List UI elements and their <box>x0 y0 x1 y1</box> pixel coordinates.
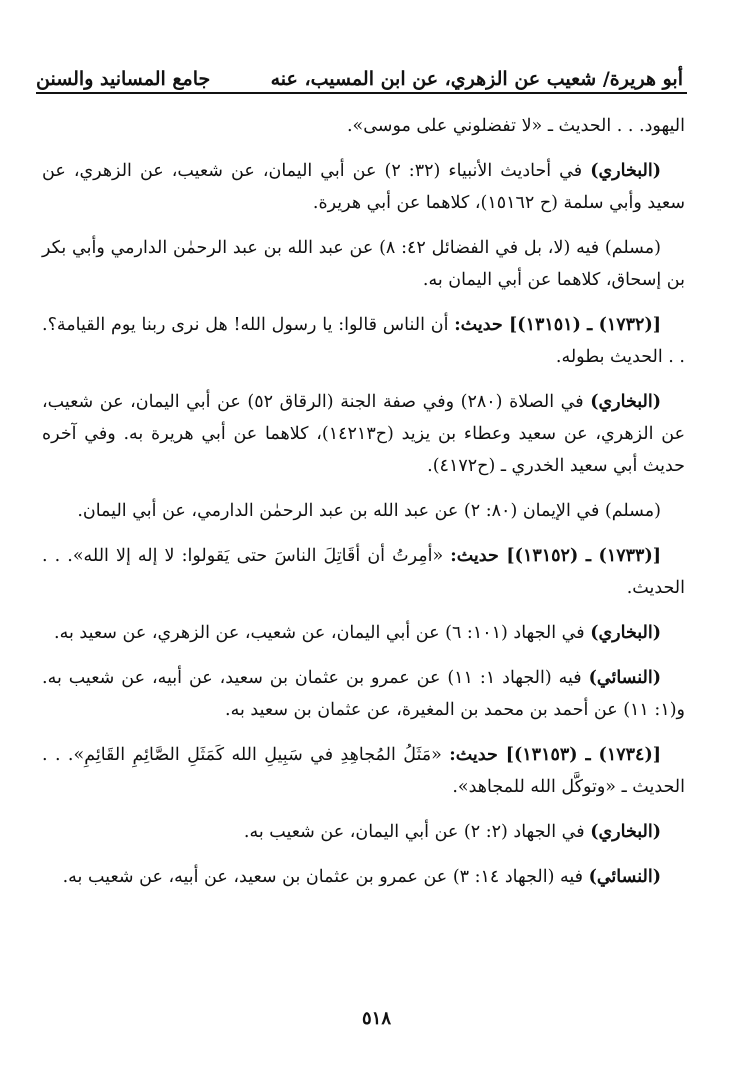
paragraph-text: في الجهاد (٢: ٢) عن أبي اليمان، عن شعيب به. <box>243 822 591 842</box>
header-right-title: أبو هريرة/ شعيب عن الزهري، عن ابن المسيب، عنه <box>270 68 683 90</box>
hadith-1733 <box>42 540 685 604</box>
hadith-number: [(١٧٣٢) ـ (١٣١٥١)] حديث: <box>454 315 662 335</box>
paragraph-text: في الجهاد (١٠١: ٦) عن أبي اليمان، عن شعيب، عن الزهري، عن سعيد به. <box>54 623 591 643</box>
header-left-title: جامع المسانيد والسنن <box>36 68 211 90</box>
paragraph-text: (مسلم) في الإيمان (٨٠: ٢) عن عبد الله بن عبد الرحمٰن الدارمي، عن أبي اليمان. <box>77 501 661 521</box>
source-label: (البخاري) <box>590 161 661 181</box>
source-label: (البخاري) <box>590 392 661 412</box>
paragraph-3 <box>42 232 685 296</box>
hadith-1732 <box>42 309 685 373</box>
source-label: (النسائي) <box>588 668 662 688</box>
page-number: ٥١٨ <box>361 1008 391 1029</box>
hadith-1734 <box>42 739 685 803</box>
page-header <box>36 54 683 90</box>
paragraph-12 <box>42 861 685 893</box>
paragraph-text: فيه (الجهاد ١٤: ٣) عن عمرو بن عثمان بن سعيد، عن أبيه، عن شعيب به. <box>62 867 589 887</box>
paragraph-text: أن الناس قالوا: يا رسول الله! هل نرى ربنا يوم القيامة؟. . . الحديث بطوله. <box>42 315 685 367</box>
paragraph-text: اليهود. . . الحديث ـ «لا تفضلوني على موسى». <box>346 116 685 136</box>
paragraph-1 <box>42 110 685 142</box>
hadith-number: [(١٧٣٣) ـ (١٣١٥٢)] حديث: <box>450 546 662 566</box>
hadith-number: [(١٧٣٤) ـ (١٣١٥٣)] حديث: <box>449 745 662 765</box>
paragraph-6 <box>42 495 685 527</box>
paragraph-text: في الصلاة (٢٨٠) وفي صفة الجنة (الرقاق ٥٢) عن أبي اليمان، عن شعيب، عن الزهري، عن سعيد وعطاء بن يزيد (ح١٤٢١٣)، كلاهما عن أبي هريرة به. وفي آخره حديث أبي سعيد الخدري ـ (ح٤١٧٢). <box>42 392 686 476</box>
page-body <box>42 110 685 906</box>
paragraph-text: فيه (الجهاد ١: ١١) عن عمرو بن عثمان بن سعيد، عن أبيه، عن شعيب به. و(١: ١١) عن أحمد بن محمد بن المغيرة، عن عثمان بن سعيد به. <box>42 668 685 720</box>
paragraph-text: في أحاديث الأنبياء (٣٢: ٢) عن أبي اليمان، عن شعيب، عن الزهري، عن سعيد وأبي سلمة (ح ١٥١٦٢)، كلاهما عن أبي هريرة. <box>42 161 685 213</box>
paragraph-9 <box>42 662 685 726</box>
header-rule <box>36 92 687 94</box>
source-label: (النسائي) <box>588 867 661 887</box>
paragraph-5 <box>42 386 685 482</box>
paragraph-2 <box>42 155 685 219</box>
source-label: (البخاري) <box>590 822 661 842</box>
paragraph-text: «أمِرتُ أن أقَاتِلَ الناسَ حتى يَقولوا: لا إله إلا الله». . . الحديث. <box>42 546 685 598</box>
paragraph-text: «مَثَلُ المُجاهِدِ في سَبِيلِ الله كَمَثَلِ الصَّائِمِ القَائِمِ». . . الحديث ـ «وتوكَّل الله للمجاهد». <box>42 745 685 797</box>
paragraph-text: (مسلم) فيه (لا، بل في الفضائل ٤٢: ٨) عن عبد الله بن عبد الرحمٰن الدارمي وأبي بكر بن إسحاق، كلاهما عن أبي اليمان به. <box>42 238 685 290</box>
source-label: (البخاري) <box>590 623 661 643</box>
paragraph-11 <box>42 816 685 848</box>
paragraph-8 <box>42 617 685 649</box>
